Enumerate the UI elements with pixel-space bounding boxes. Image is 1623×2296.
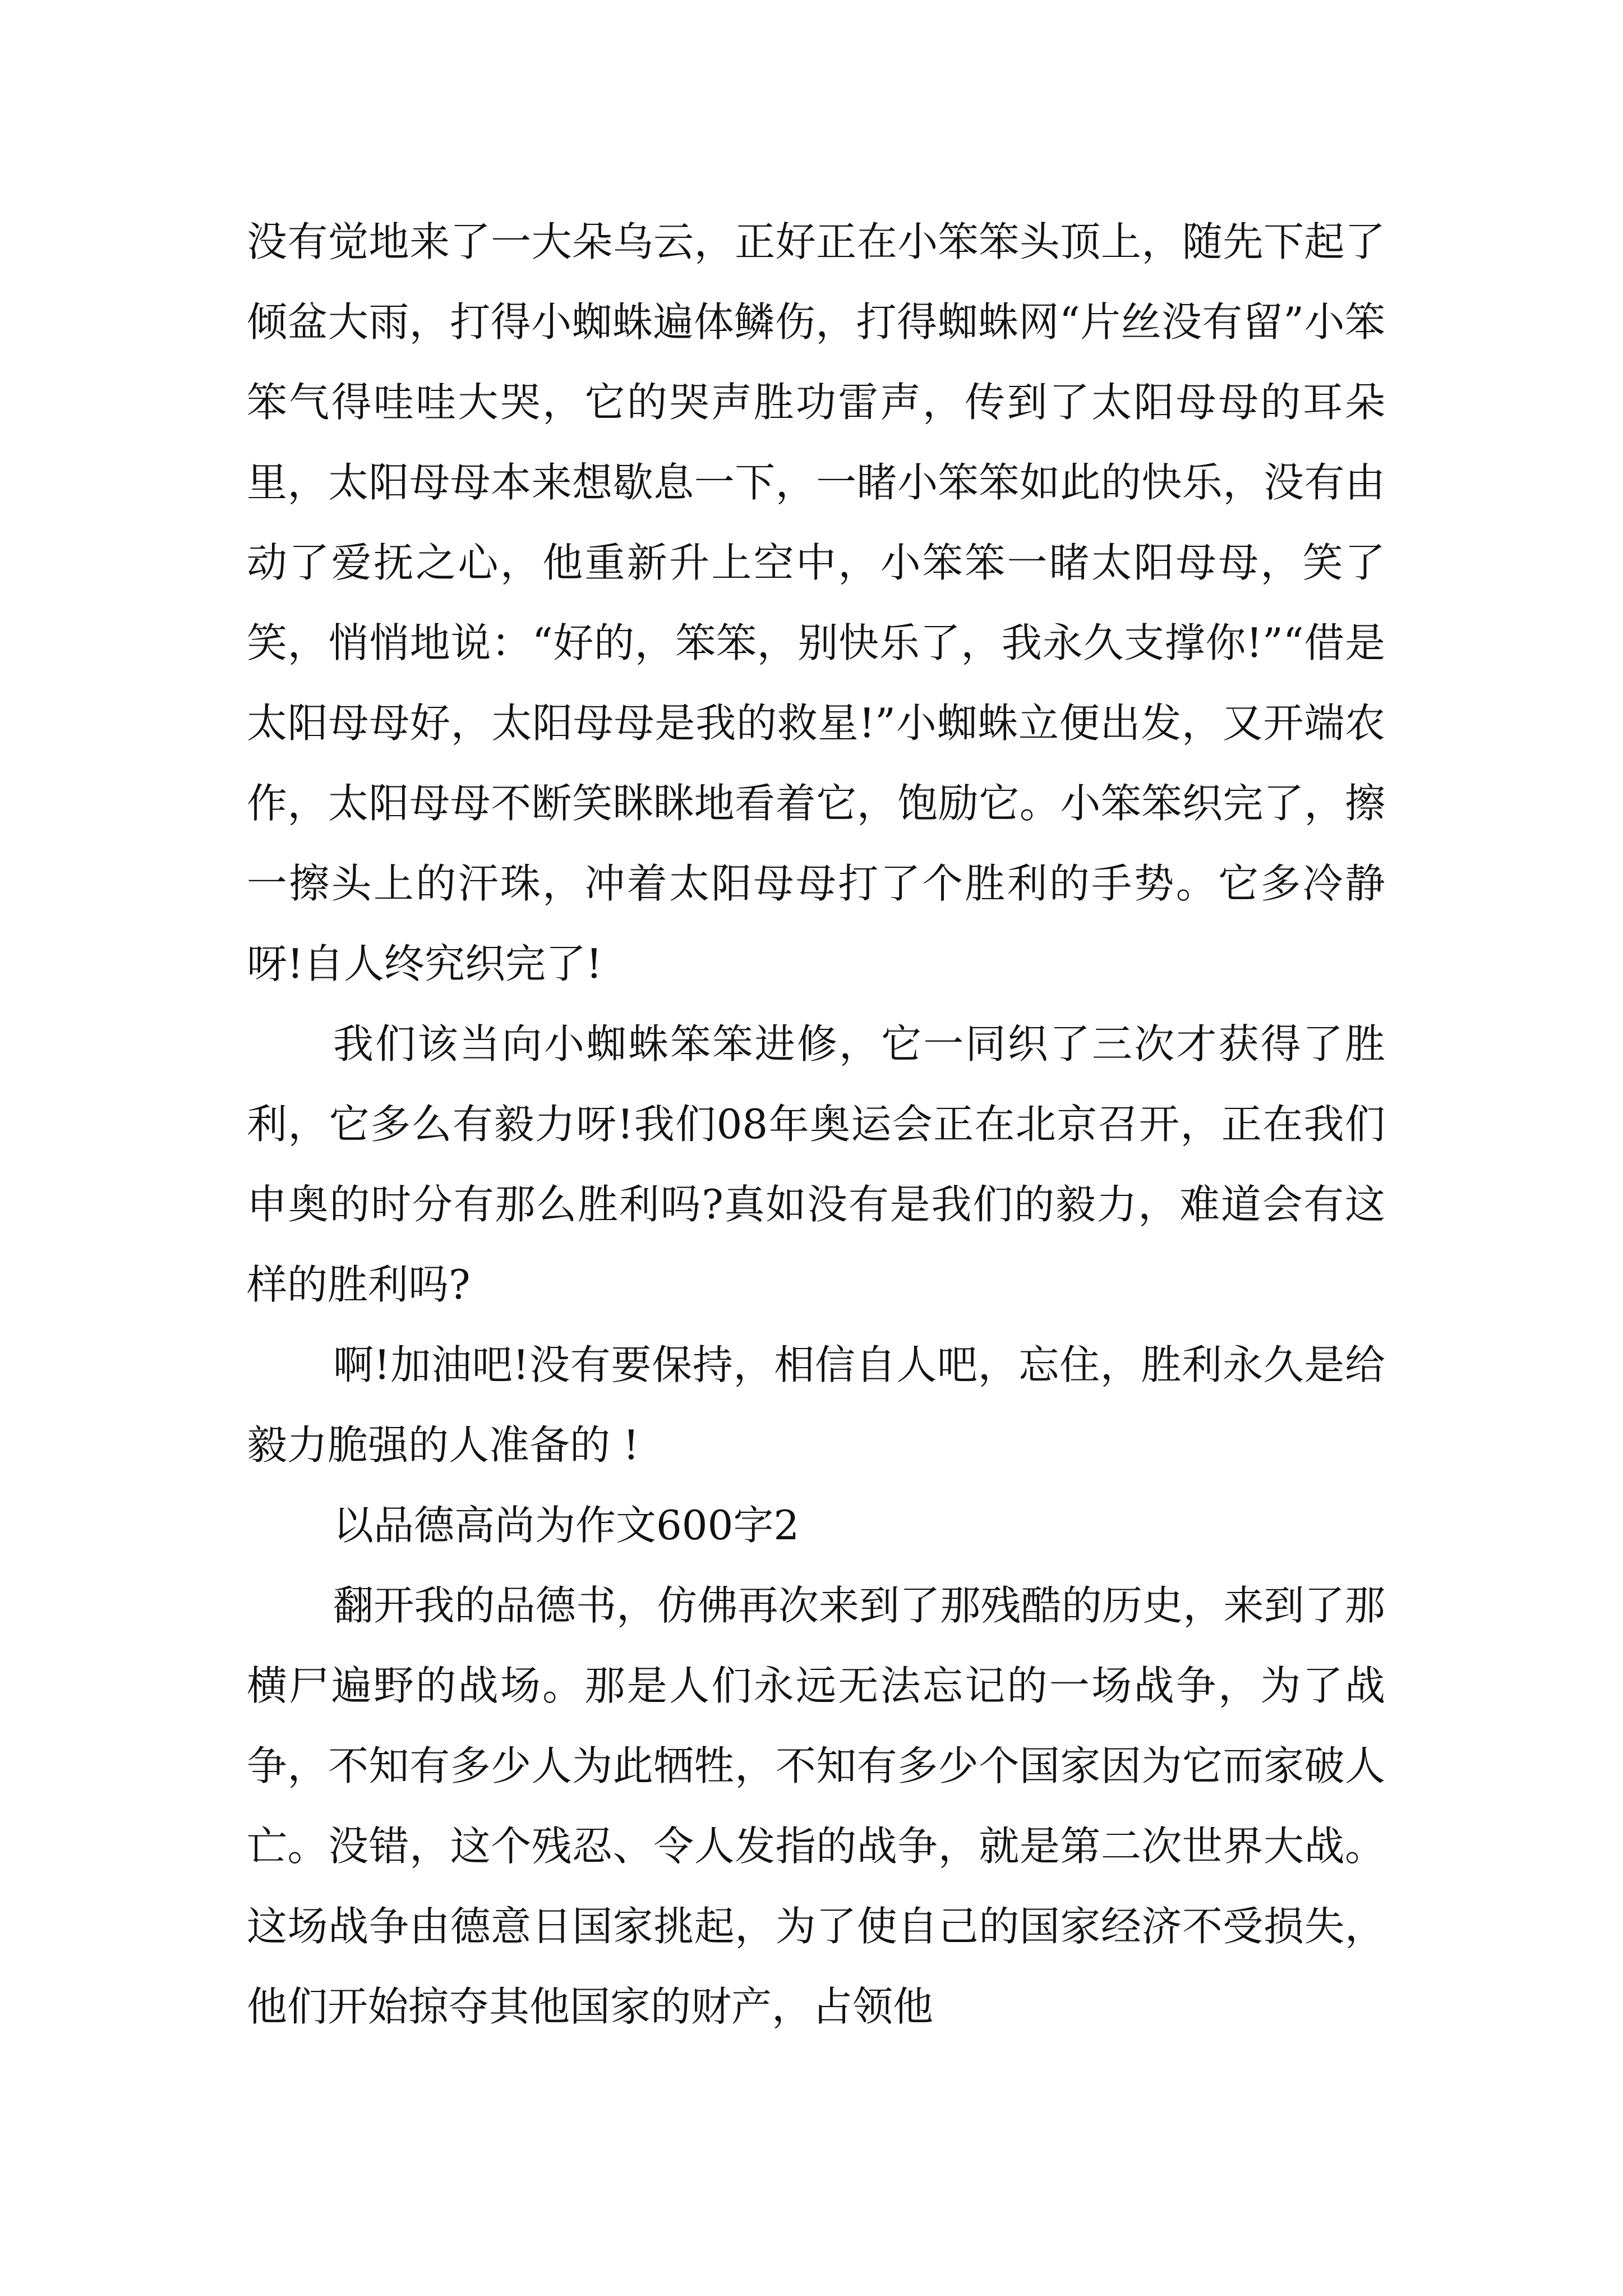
paragraph-4: 翻开我的品德书，仿佛再次来到了那残酷的历史，来到了那横尸遍野的战场。那是人们永远无法忘记的一场战争，为了战争，不知有多少人为此牺牲，不知有多少个国家因为它而家破人亡。没错，这个残忍、令人发指的战争，就是第二次世界大战。这场战争由德意日国家挑起，为了使自己的国家经济不受损失，他们开始掠夺其他国家的财产，占领他 [247, 1582, 1385, 2030]
section-heading: 以品德高尚为作文600字2 [333, 1502, 800, 1549]
paragraph-2: 我们该当向小蜘蛛笨笨进修，它一同织了三次才获得了胜利，它多么有毅力呀!我们08年奥运会正在北京召开，正在我们申奥的时分有那么胜利吗?真如没有是我们的毅力，难道会有这样的胜利吗? [247, 1020, 1385, 1308]
paragraph-1: 没有觉地来了一大朵乌云，正好正在小笨笨头顶上，随先下起了倾盆大雨，打得小蜘蛛遍体鳞伤，打得蜘蛛网“片丝没有留”小笨笨气得哇哇大哭，它的哭声胜功雷声，传到了太阳母母的耳朵里，太阳母母本来想歇息一下，一睹小笨笨如此的快乐，没有由动了爱抚之心，他重新升上空中，小笨笨一睹太阳母母，笑了笑，悄悄地说：“好的，笨笨，别快乐了，我永久支撑你!”“借是太阳母母好，太阳母母是我的救星!”小蜘蛛立便出发，又开端农作，太阳母母不断笑眯眯地看着它，饱励它。小笨笨织完了，擦一擦头上的汗珠，冲着太阳母母打了个胜利的手势。它多冷静呀!自人终究织完了! [247, 218, 1385, 987]
document-body [247, 202, 1385, 2047]
paragraph-3: 啊!加油吧!没有要保持，相信自人吧，忘住，胜利永久是给毅力脆强的人准备的 ! [247, 1341, 1385, 1469]
